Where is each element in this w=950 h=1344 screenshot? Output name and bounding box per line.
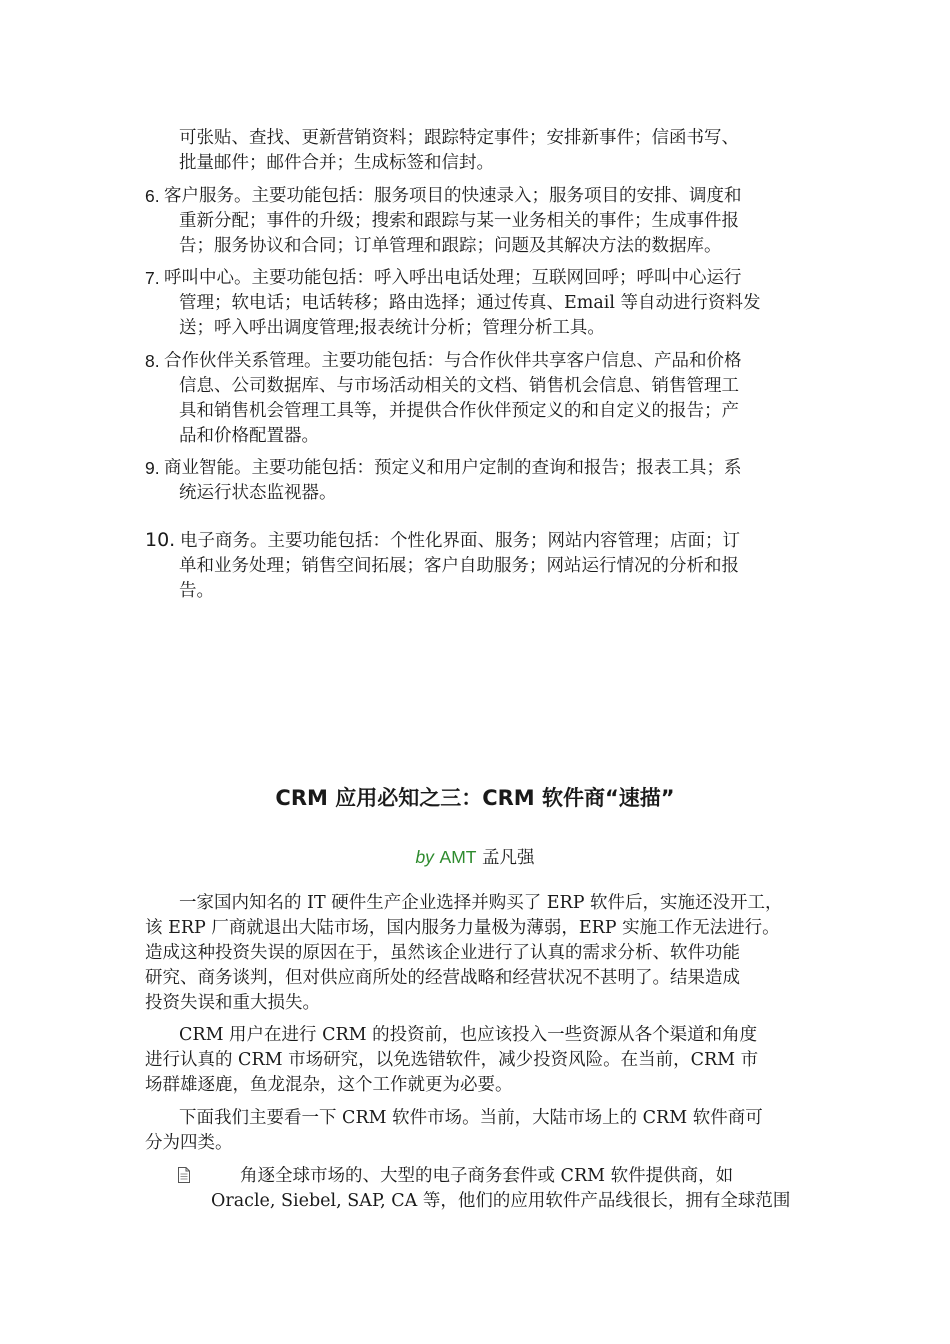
paragraph-line: 进行认真的 CRM 市场研究，以免选错软件，减少投资风险。在当前，CRM 市 (145, 1050, 759, 1070)
paragraph-line: 一家国内知名的 IT 硬件生产企业选择并购买了 ERP 软件后，实施还没开工， (179, 893, 783, 913)
list-item-number: 7. (145, 268, 160, 288)
list-item-line: 单和业务处理；销售空间拓展；客户自助服务；网站运行情况的分析和报 (179, 556, 739, 576)
byline-org: AMT (439, 847, 477, 867)
list-item-line: 品和价格配置器。 (179, 426, 319, 446)
bullet-line: 角逐全球市场的、大型的电子商务套件或 CRM 软件提供商，如 (240, 1166, 734, 1186)
list-item-line: 送；呼入呼出调度管理;报表统计分析；管理分析工具。 (179, 318, 605, 338)
list-item-line: 管理；软电话；电话转移；路由选择；通过传真、Email 等自动进行资料发 (179, 293, 761, 313)
list-item-number: 6. (145, 186, 160, 206)
list-continuation-line: 可张贴、查找、更新营销资料；跟踪特定事件；安排新事件；信函书写、 (179, 128, 739, 148)
paragraph-line: CRM 用户在进行 CRM 的投资前，也应该投入一些资源从各个渠道和角度 (179, 1025, 758, 1045)
list-item-line: 合作伙伴关系管理。主要功能包括：与合作伙伴共享客户信息、产品和价格 (164, 351, 742, 371)
paragraph-line: 投资失误和重大损失。 (145, 993, 320, 1013)
list-item-number: 10. (145, 529, 176, 551)
paragraph-line: 该 ERP 厂商就退出大陆市场，国内服务力量极为薄弱，ERP 实施工作无法进行。 (145, 918, 780, 938)
bullet-line: Oracle, Siebel, SAP, CA 等，他们的应用软件产品线很长，拥有全球范围 (211, 1191, 791, 1211)
list-item-line: 具和销售机会管理工具等，并提供合作伙伴预定义的和自定义的报告；产 (179, 401, 739, 421)
list-item-line: 客户服务。主要功能包括：服务项目的快速录入；服务项目的安排、调度和 (164, 186, 742, 206)
byline-by: by (415, 847, 434, 867)
paragraph-line: 造成这种投资失误的原因在于，虽然该企业进行了认真的需求分析、软件功能 (145, 943, 740, 963)
list-item-line: 信息、公司数据库、与市场活动相关的文档、销售机会信息、销售管理工 (179, 376, 739, 396)
list-item-line: 告。 (179, 581, 214, 601)
list-item-line: 告；服务协议和合同；订单管理和跟踪；问题及其解决方法的数据库。 (179, 236, 722, 256)
list-continuation-line: 批量邮件；邮件合并；生成标签和信封。 (179, 153, 494, 173)
list-item-line: 统运行状态监视器。 (179, 483, 337, 503)
paragraph-line: 分为四类。 (145, 1133, 233, 1153)
article-title: CRM 应用必知之三：CRM 软件商“速描” (275, 786, 675, 810)
article-byline (0, 845, 950, 871)
list-item-line: 呼叫中心。主要功能包括：呼入呼出电话处理；互联网回呼；呼叫中心运行 (164, 268, 742, 288)
paragraph-line: 下面我们主要看一下 CRM 软件市场。当前，大陆市场上的 CRM 软件商可 (179, 1108, 763, 1128)
document-icon (177, 1166, 191, 1184)
list-item-line: 电子商务。主要功能包括：个性化界面、服务；网站内容管理；店面；订 (180, 531, 740, 551)
list-item-number: 8. (145, 351, 160, 371)
list-item-line: 商业智能。主要功能包括：预定义和用户定制的查询和报告；报表工具；系 (164, 458, 742, 478)
paragraph-line: 场群雄逐鹿，鱼龙混杂，这个工作就更为必要。 (145, 1075, 513, 1095)
byline-author: 孟凡强 (482, 848, 535, 868)
list-item-line: 重新分配；事件的升级；搜索和跟踪与某一业务相关的事件；生成事件报 (179, 211, 739, 231)
list-item-number: 9. (145, 458, 160, 478)
paragraph-line: 研究、商务谈判，但对供应商所处的经营战略和经营状况不甚明了。结果造成 (145, 968, 740, 988)
